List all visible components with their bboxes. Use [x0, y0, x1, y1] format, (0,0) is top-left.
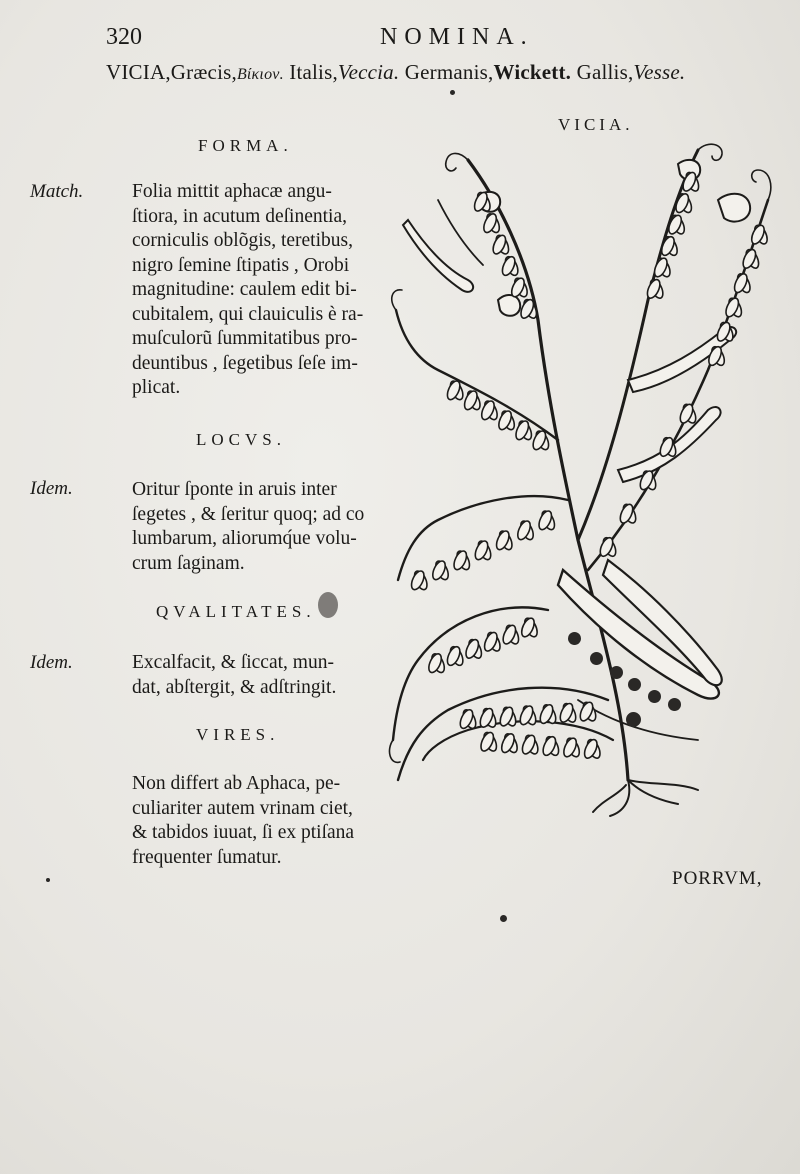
text-line: Folia mittit aphacæ angu-	[132, 181, 332, 202]
text-line: cubitalem, qui clauiculis è ra-	[132, 303, 364, 325]
text-line: lumbarum, aliorumq́ue volu-	[132, 528, 357, 549]
text-line: nigro ſemine ſtipatis , Orobi	[132, 254, 350, 276]
locus-heading: LOCVS.	[196, 430, 286, 449]
text-line: Non differt ab Aphaca, pe-	[132, 773, 341, 794]
text-line: culiariter autem vrinam ciet,	[132, 797, 353, 819]
running-title: NOMINA.	[380, 24, 534, 50]
names-vicia: VICIA,	[106, 60, 171, 84]
qualitates-paragraph	[132, 651, 384, 700]
text-line: corniculis oblõgis, teretibus,	[132, 230, 353, 251]
seed-dot	[648, 690, 661, 703]
names-italis-word: Veccia.	[337, 60, 400, 84]
text-line: crum ſaginam.	[132, 552, 245, 574]
seed-dot	[568, 632, 581, 645]
names-graecis: Græcis,	[170, 60, 237, 84]
names-germanis-word: Wickett.	[493, 60, 572, 84]
names-gallis-word: Vesse.	[633, 60, 686, 84]
vires-heading: VIRES.	[196, 725, 280, 744]
forma-margin-note: Match.	[30, 181, 84, 202]
text-line: ſegetes , & ſeritur quoq; ad co	[132, 503, 365, 525]
text-line: & tabidos iuuat, ſi ex ptiſana	[132, 822, 355, 843]
names-italis: Italis,	[289, 60, 338, 84]
text-line: Oritur ſponte in aruis inter	[132, 479, 337, 500]
qualitates-heading: QVALITATES.	[156, 602, 316, 621]
names-germanis: Germanis,	[404, 60, 494, 84]
ink-speck	[450, 90, 455, 95]
text-line: ſtiora, in acutum deſinentia,	[132, 205, 347, 227]
seed-dot	[628, 678, 641, 691]
text-line: dat, abſtergit, & adſtringit.	[132, 676, 337, 698]
text-line: deuntibus , ſegetibus ſeſe im-	[132, 352, 358, 374]
ink-blot	[318, 592, 338, 618]
seed-dot	[610, 666, 623, 679]
seed-dot	[626, 712, 641, 727]
text-line: muſculorũ ſummitatibus pro-	[132, 328, 358, 349]
ink-speck	[500, 915, 507, 922]
locus-paragraph	[132, 478, 384, 576]
vires-paragraph	[132, 772, 384, 870]
text-line: frequenter ſumatur.	[132, 846, 282, 868]
names-gallis: Gallis,	[576, 60, 634, 84]
ink-speck	[46, 878, 50, 882]
vetch-plant-woodcut-icon	[378, 140, 780, 820]
names-graecis-word: Βίκιον.	[236, 66, 284, 83]
catchword: PORRVM,	[672, 868, 763, 889]
qualitates-margin-note: Idem.	[30, 652, 73, 673]
page-number: 320	[106, 24, 142, 50]
forma-paragraph	[132, 180, 384, 401]
names-line	[106, 60, 685, 85]
plant-title: VICIA.	[558, 115, 634, 134]
text-line: Excalfacit, & ſiccat, mun-	[132, 652, 334, 673]
locus-margin-note: Idem.	[30, 478, 73, 499]
text-line: plicat.	[132, 377, 181, 398]
seed-dot	[668, 698, 681, 711]
text-line: magnitudine: caulem edit bi-	[132, 279, 357, 300]
forma-heading: FORMA.	[198, 136, 293, 155]
seed-dot	[590, 652, 603, 665]
